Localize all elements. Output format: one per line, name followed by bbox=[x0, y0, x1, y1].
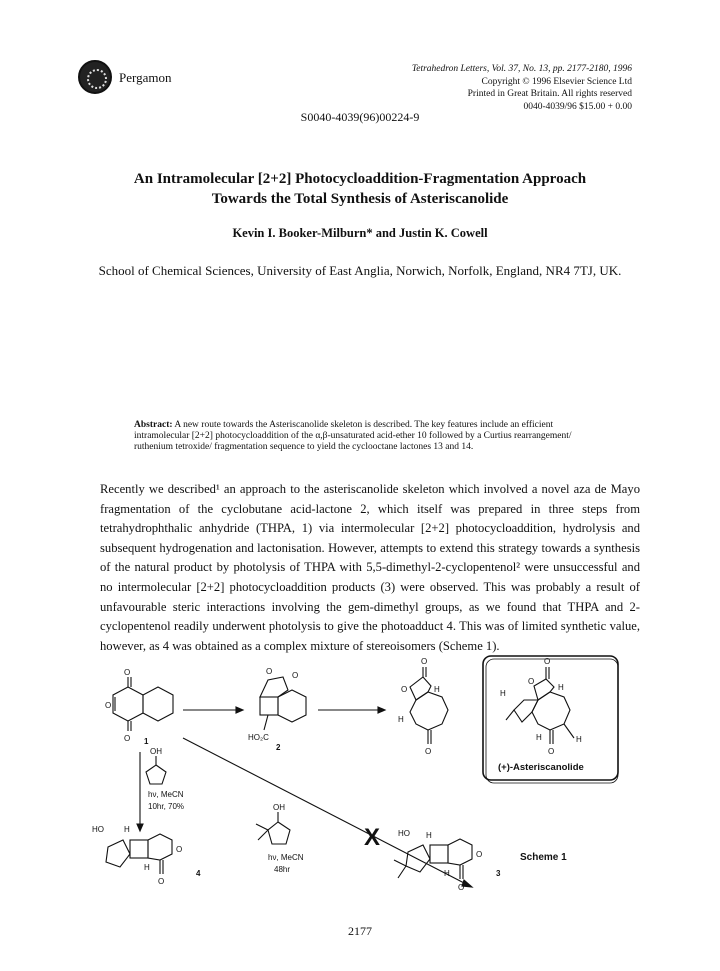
compound-label-2: 2 bbox=[276, 743, 281, 752]
atom-o: O bbox=[292, 671, 299, 680]
abstract bbox=[134, 420, 594, 453]
arrow-head bbox=[236, 707, 243, 713]
atom-h: H bbox=[558, 683, 564, 692]
arrow-head bbox=[378, 707, 385, 713]
atom-h: H bbox=[426, 831, 432, 840]
atom-ho: HO bbox=[398, 829, 410, 838]
atom-o: O bbox=[124, 668, 131, 677]
atom-o: O bbox=[158, 877, 165, 886]
atom-o: O bbox=[176, 845, 183, 854]
journal-citation: Tetrahedron Letters, Vol. 37, No. 13, pp. 2177-2180, 1996 bbox=[411, 64, 632, 74]
atom-oh: OH bbox=[150, 747, 162, 756]
title-line-1: An Intramolecular [2+2] Photocycloaddition-Fragmentation Approach bbox=[133, 171, 587, 187]
cyclopentenol-reagent bbox=[146, 747, 166, 784]
article-title bbox=[60, 169, 660, 209]
compound-label-4: 4 bbox=[196, 869, 201, 878]
scheme-1-figure bbox=[88, 652, 648, 912]
atom-o: O bbox=[421, 657, 428, 666]
conditions-middle-2: 48hr bbox=[274, 865, 291, 874]
conditions-middle-1: hν, MeCN bbox=[268, 853, 304, 862]
atom-h: H bbox=[124, 825, 130, 834]
authors: Kevin I. Booker-Milburn* and Justin K. Cowell bbox=[232, 226, 488, 240]
atom-h: H bbox=[536, 733, 542, 742]
atom-ho2c: HO₂C bbox=[248, 733, 269, 742]
atom-h: H bbox=[144, 863, 150, 872]
conditions-left-2: 10hr, 70% bbox=[148, 802, 185, 811]
title-line-2: Towards the Total Synthesis of Asteriscanolide bbox=[211, 191, 509, 207]
atom-o: O bbox=[548, 747, 555, 756]
compound-4-structure bbox=[92, 825, 201, 886]
atom-o: O bbox=[544, 657, 551, 666]
abstract-text: A new route towards the Asteriscanolide skeleton is described. The key features include an efficient intramolecular [2+2] photocycloaddition of the α,β-unsaturated acid-ether 10 followed by a Curtius rearrangement/ ruthenium tetroxide/ fragmentation sequence to yield the cyclooctane lactones 13 and 14. bbox=[134, 420, 572, 452]
atom-o: O bbox=[401, 685, 408, 694]
atom-o: O bbox=[458, 883, 465, 892]
compound-label-1: 1 bbox=[144, 737, 149, 746]
dimethylcyclopentenol-reagent bbox=[256, 803, 290, 844]
atom-h: H bbox=[434, 685, 440, 694]
atom-o: O bbox=[266, 667, 273, 676]
atom-o: O bbox=[528, 677, 535, 686]
conditions-left-1: hν, MeCN bbox=[148, 790, 184, 799]
atom-o: O bbox=[476, 850, 483, 859]
natural-product-label: (+)-Asteriscanolide bbox=[498, 762, 584, 773]
atom-h: H bbox=[398, 715, 404, 724]
price-code: 0040-4039/96 $15.00 + 0.00 bbox=[523, 101, 632, 112]
publisher-name: Pergamon bbox=[119, 70, 172, 85]
compound-label-3: 3 bbox=[496, 869, 501, 878]
atom-h: H bbox=[576, 735, 582, 744]
atom-ho: HO bbox=[92, 825, 104, 834]
compound-3-structure bbox=[394, 829, 501, 892]
atom-h: H bbox=[500, 689, 506, 698]
cyclooctane-lactone-structure bbox=[398, 657, 448, 756]
affiliation: School of Chemical Sciences, University of East Anglia, Norwich, Norfolk, England, NR4 7TJ, UK. bbox=[98, 263, 622, 278]
failed-reaction-arrow bbox=[183, 738, 466, 884]
doi: S0040-4039(96)00224-9 bbox=[300, 110, 420, 124]
page-number: 2177 bbox=[348, 924, 372, 938]
arrow-head bbox=[137, 824, 143, 831]
compound-2-structure bbox=[248, 667, 306, 752]
atom-o: O bbox=[105, 701, 112, 710]
printed-notice: Printed in Great Britain. All rights reserved bbox=[467, 89, 632, 99]
atom-o: O bbox=[425, 747, 432, 756]
atom-o: O bbox=[124, 734, 131, 743]
compound-1-structure bbox=[105, 668, 173, 746]
scheme-label: Scheme 1 bbox=[520, 852, 567, 863]
body-paragraph: Recently we described¹ an approach to the asteriscanolide skeleton which involved a novel aza de Mayo fragmentation of the cyclobutane acid-lactone 2, which itself was prepared in three steps from tetrahydrophthalic anhydride (THPA, 1) via intermolecular [2+2] photocycloaddition, hydrolysis and subsequent hydrogenation and lactonisation. However, attempts to extend this strategy towards a synthesis of the natural product by photolysis of THPA with 5,5-dimethyl-2-cyclopentenol² were unsuccessful and no intermolecular [2+2] photocycloaddition products (3) were observed. This was probably a result of unfavourable steric interactions involving the gem-dimethyl groups, as we found that THPA and 2-cyclopentenol readily underwent photolysis to give the photoadduct 4. This was of limited synthetic value, however, as 4 was obtained as a complex mixture of stereoisomers (Scheme 1). bbox=[100, 482, 640, 653]
atom-h: H bbox=[444, 869, 450, 878]
atom-oh: OH bbox=[273, 803, 285, 812]
failed-reaction-mark: X bbox=[364, 824, 381, 851]
asteriscanolide-box bbox=[483, 656, 618, 783]
copyright: Copyright © 1996 Elsevier Science Ltd bbox=[481, 76, 632, 87]
pergamon-logo bbox=[78, 60, 112, 94]
journal-info bbox=[372, 63, 632, 113]
abstract-label: Abstract: bbox=[134, 420, 173, 430]
